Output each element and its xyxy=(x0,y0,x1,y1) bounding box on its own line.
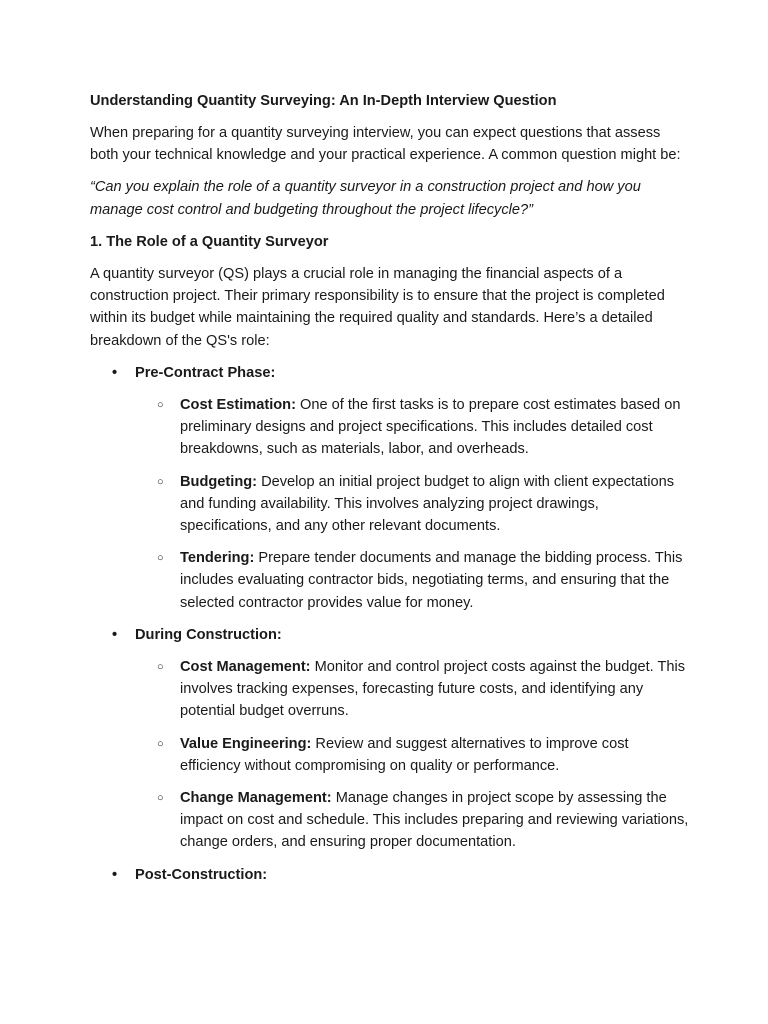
list-item xyxy=(135,394,690,461)
item-term: Cost Estimation: xyxy=(180,397,296,414)
item-term: Cost Management: xyxy=(180,659,311,676)
hollow-bullet-icon: ○ xyxy=(157,792,164,805)
list-item-post-construction xyxy=(90,864,690,886)
section-heading: 1. The Role of a Quantity Surveyor xyxy=(90,233,329,250)
hollow-bullet-icon: ○ xyxy=(157,552,164,565)
item-text: One of the first tasks is to prepare cost estimates based on preliminary designs and project specifications. This includes detailed cost breakdowns, such as materials, labor, and overheads. xyxy=(180,397,681,458)
item-text: Monitor and control project costs against the budget. This involves tracking expenses, forecasting future costs, and identifying any potential budget overruns. xyxy=(180,659,686,720)
item-term: Budgeting: xyxy=(180,473,258,490)
section-paragraph: A quantity surveyor (QS) plays a crucial role in managing the financial aspects of a construction project. Their primary responsibility is to ensure that the project is completed within its budget while maintaining the required quality and standards. Here’s a detailed breakdown of the QS's role: xyxy=(90,266,665,349)
phase-list xyxy=(90,362,690,886)
sub-list xyxy=(135,394,690,614)
item-text: Review and suggest alternatives to improve cost efficiency without compromising on quality or performance. xyxy=(180,735,629,774)
bullet-icon: • xyxy=(112,866,118,883)
phase-label: Post-Construction: xyxy=(135,866,268,883)
item-text: Prepare tender documents and manage the bidding process. This includes evaluating contractor bids, negotiating terms, and ensuring that the selected contractor provides value for money. xyxy=(180,550,683,611)
item-term: Tendering: xyxy=(180,550,255,567)
bullet-icon: • xyxy=(112,626,118,643)
bullet-icon: • xyxy=(112,364,118,381)
document-page xyxy=(90,90,690,896)
item-term: Change Management: xyxy=(180,790,332,807)
list-item-during-construction xyxy=(90,624,690,854)
item-text: Develop an initial project budget to align with client expectations and funding availability. This involves analyzing project drawings, specifications, and any other relevant documents. xyxy=(180,473,674,535)
hollow-bullet-icon: ○ xyxy=(157,661,164,674)
intro-paragraph: When preparing for a quantity surveying interview, you can expect questions that assess both your technical knowledge and your practical experience. A common question might be: xyxy=(90,125,681,164)
phase-label: Pre-Contract Phase: xyxy=(135,364,276,381)
sub-list xyxy=(135,656,690,854)
list-item xyxy=(135,471,690,538)
hollow-bullet-icon: ○ xyxy=(157,399,164,412)
item-text: Manage changes in project scope by assessing the impact on cost and schedule. This includes preparing and reviewing variations, change orders, and ensuring proper documentation. xyxy=(180,790,689,851)
list-item xyxy=(135,656,690,723)
list-item xyxy=(135,733,690,777)
hollow-bullet-icon: ○ xyxy=(157,737,164,750)
interview-question-quote: “Can you explain the role of a quantity surveyor in a construction project and how you manage cost control and budgeting throughout the project lifecycle?” xyxy=(90,179,641,218)
list-item xyxy=(135,547,690,614)
list-item-pre-contract-phase xyxy=(90,362,690,614)
document-title: Understanding Quantity Surveying: An In-Depth Interview Question xyxy=(90,93,557,109)
item-term: Value Engineering: xyxy=(180,735,312,752)
phase-label: During Construction: xyxy=(135,626,282,643)
list-item xyxy=(135,787,690,854)
hollow-bullet-icon: ○ xyxy=(157,475,164,488)
